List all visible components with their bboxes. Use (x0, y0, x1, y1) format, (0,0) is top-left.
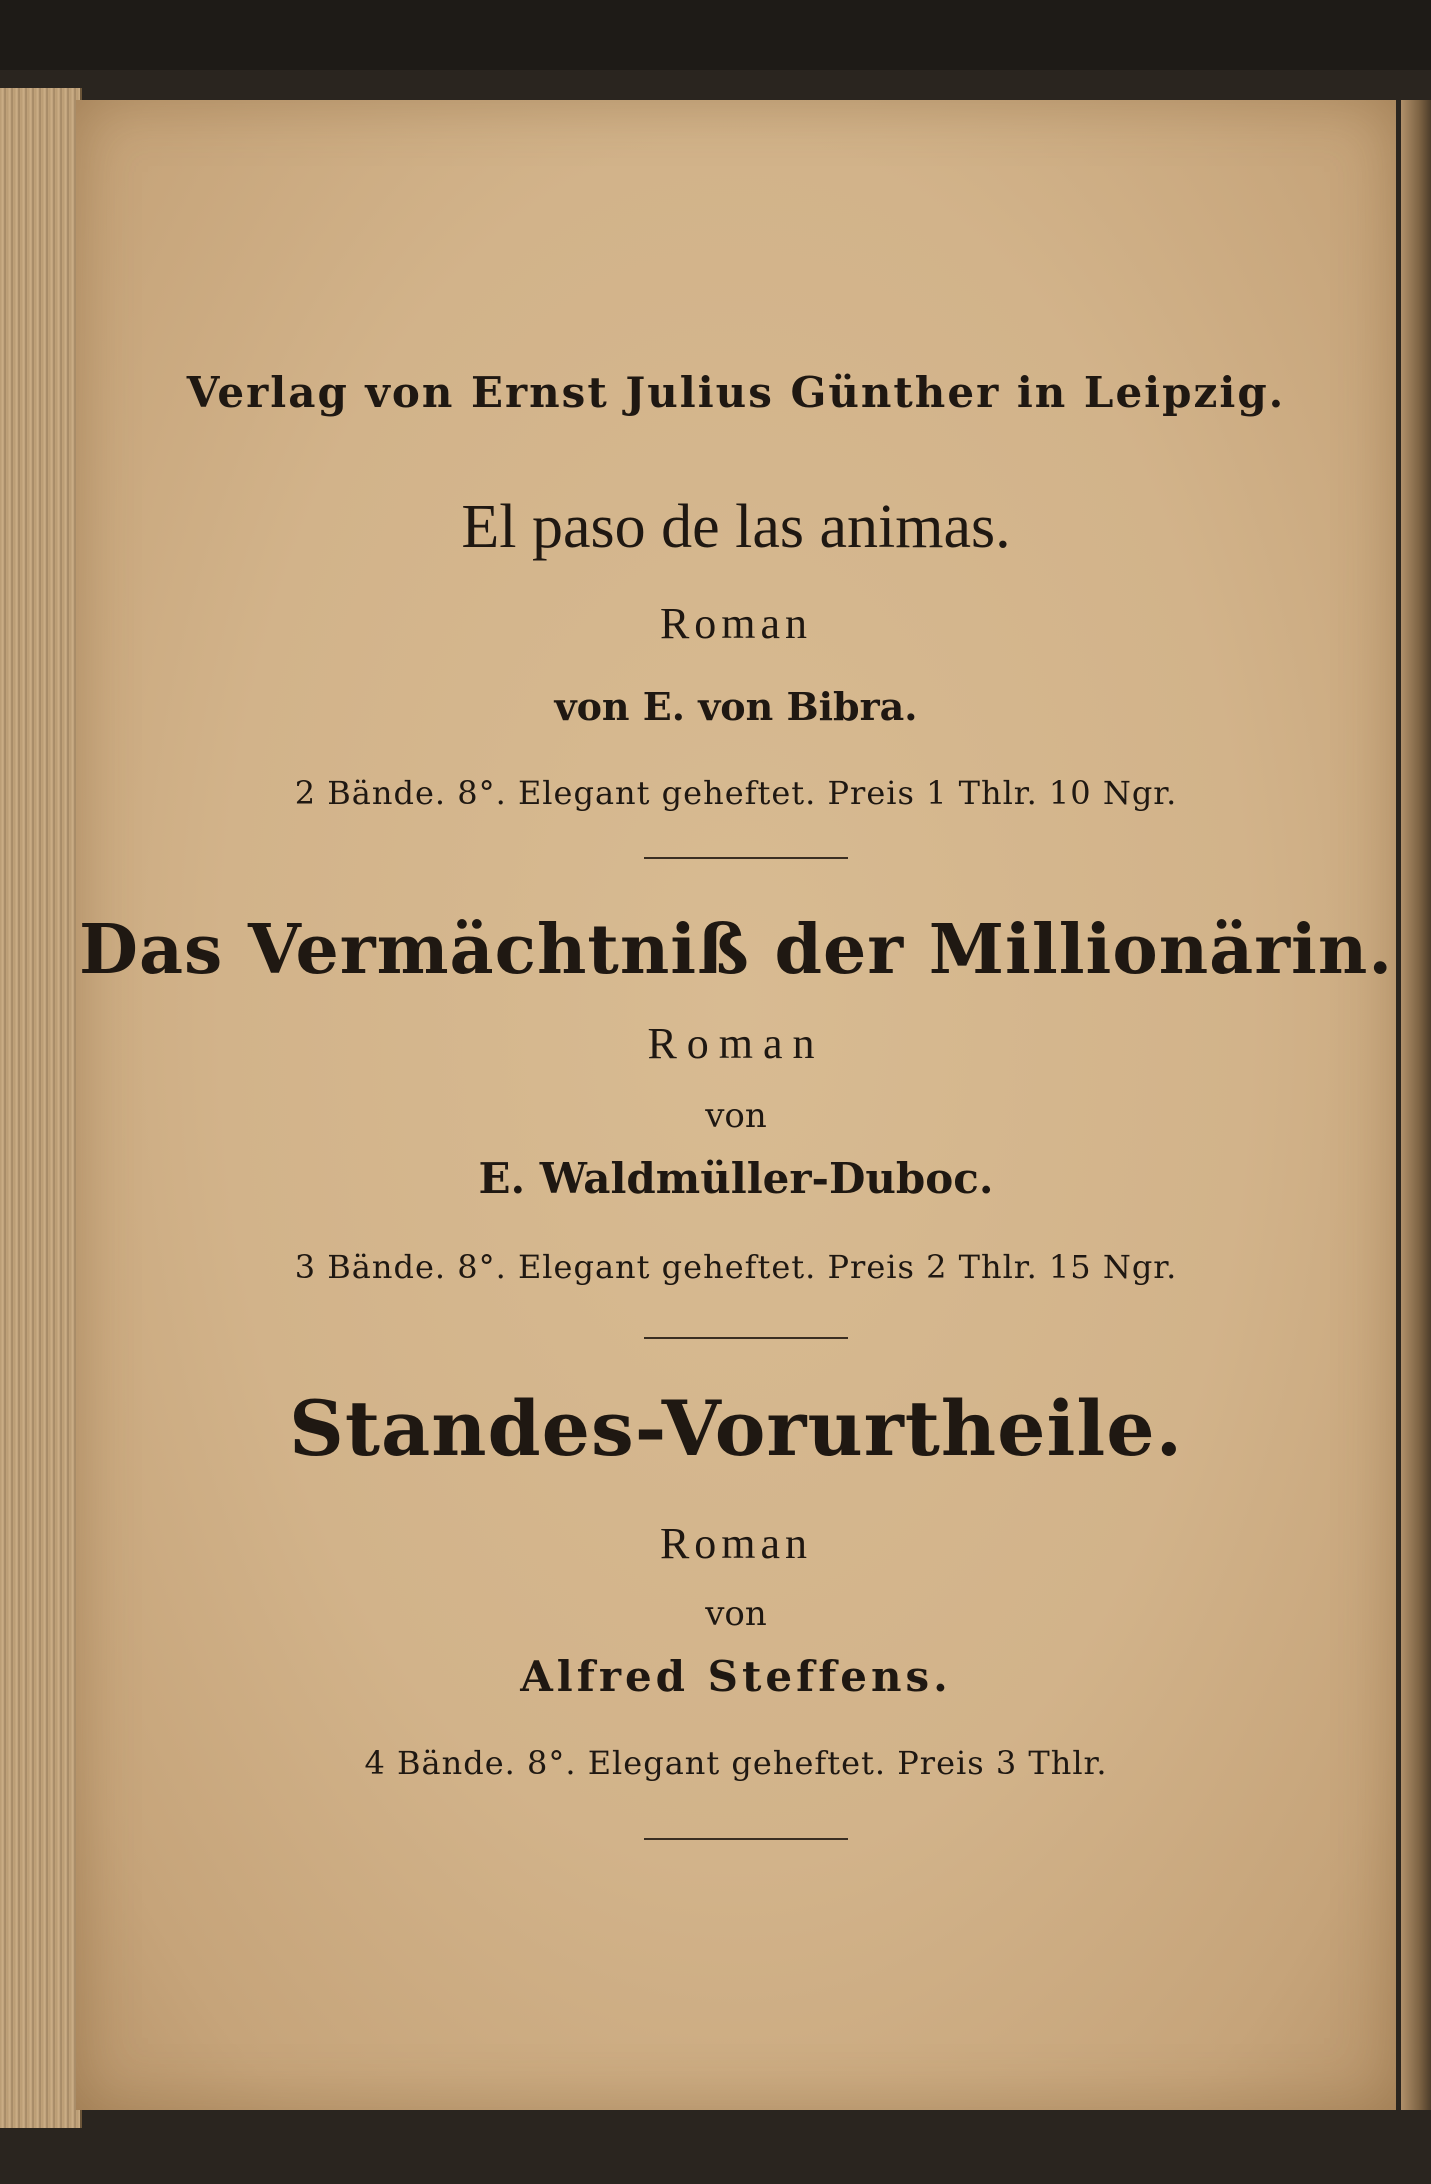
book-3-genre: Roman (659, 1519, 813, 1568)
book-1-byline: von E. von Bibra. (554, 684, 918, 729)
separator-rule-1 (644, 857, 848, 859)
book-3-details: 4 Bände. 8°. Elegant geheftet. Preis 3 Thlr. (364, 1744, 1108, 1782)
book-2-author: E. Waldmüller-Duboc. (478, 1154, 994, 1203)
page-edges (0, 88, 82, 2128)
separator-rule-2 (644, 1337, 848, 1339)
separator-rule-3 (644, 1838, 848, 1840)
book-1-genre: Roman (659, 599, 813, 648)
book-3-title: Standes-Vorurtheile. (288, 1384, 1184, 1473)
binding-edge (1401, 100, 1431, 2110)
book-2-title: Das Vermächtniß der Millionärin. (78, 910, 1393, 990)
book-3-von: von (705, 1594, 767, 1634)
book-2-von: von (705, 1096, 767, 1136)
page-content (76, 100, 1396, 2110)
book-1-title: El paso de las animas. (461, 493, 1011, 561)
book-3-author: Alfred Steffens. (520, 1652, 952, 1701)
publisher-line: Verlag von Ernst Julius Günther in Leipzig. (186, 368, 1286, 417)
book-1-details: 2 Bände. 8°. Elegant geheftet. Preis 1 Thlr. 10 Ngr. (294, 774, 1178, 812)
book-2-details: 3 Bände. 8°. Elegant geheftet. Preis 2 Thlr. 15 Ngr. (294, 1248, 1178, 1286)
book-2-genre: Roman (647, 1019, 825, 1068)
